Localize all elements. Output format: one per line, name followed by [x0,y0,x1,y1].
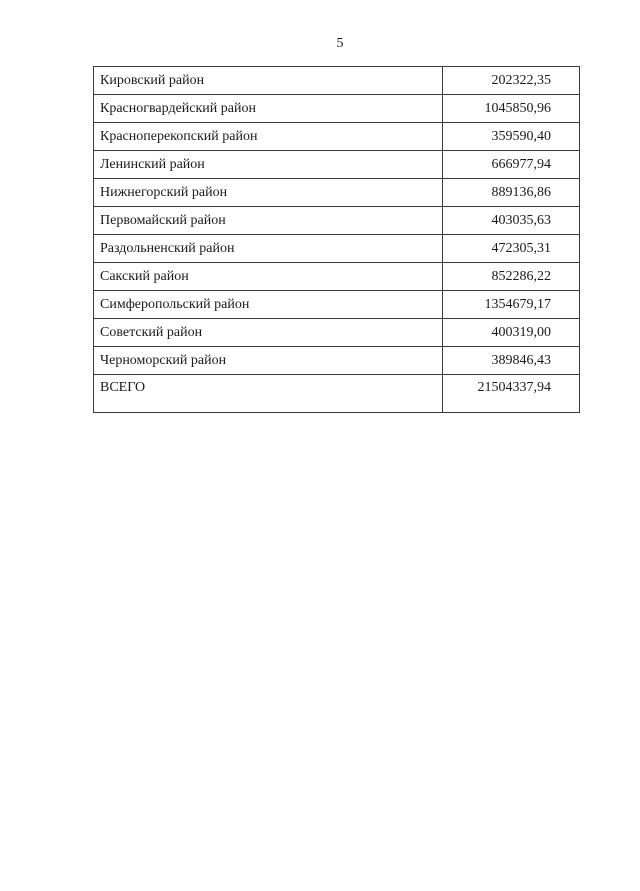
table-row [94,291,580,319]
district-name-cell: Красногвардейский район [94,95,443,123]
page-number: 5 [336,36,344,51]
table-row [94,319,580,347]
district-value-cell: 889136,86 [443,179,580,207]
district-value-cell: 1354679,17 [443,291,580,319]
district-name-cell: Красноперекопский район [94,123,443,151]
district-value-cell: 1045850,96 [443,95,580,123]
district-value-cell: 666977,94 [443,151,580,179]
table-row [94,207,580,235]
district-name-cell: Первомайский район [94,207,443,235]
district-value-cell: 403035,63 [443,207,580,235]
district-value-cell: 359590,40 [443,123,580,151]
table-row [94,95,580,123]
district-value-cell: 852286,22 [443,263,580,291]
district-name-cell: Сакский район [94,263,443,291]
district-name-cell: Нижнегорский район [94,179,443,207]
district-value-cell: 202322,35 [443,67,580,95]
district-name-cell: Черноморский район [94,347,443,375]
district-name-cell: Симферопольский район [94,291,443,319]
district-value-cell: 472305,31 [443,235,580,263]
table-row [94,235,580,263]
table-row [94,151,580,179]
table-row [94,347,580,375]
district-name-cell: Ленинский район [94,151,443,179]
table-row [94,263,580,291]
district-value-cell: 400319,00 [443,319,580,347]
district-name-cell: Советский район [94,319,443,347]
district-value-cell: 389846,43 [443,347,580,375]
table-body [94,67,580,413]
table-row [94,67,580,95]
district-table [93,66,580,413]
table-row [94,123,580,151]
total-label-cell: ВСЕГО [94,375,443,413]
table-row [94,179,580,207]
total-value-cell: 21504337,94 [443,375,580,413]
total-row [94,375,580,413]
district-name-cell: Кировский район [94,67,443,95]
district-name-cell: Раздольненский район [94,235,443,263]
